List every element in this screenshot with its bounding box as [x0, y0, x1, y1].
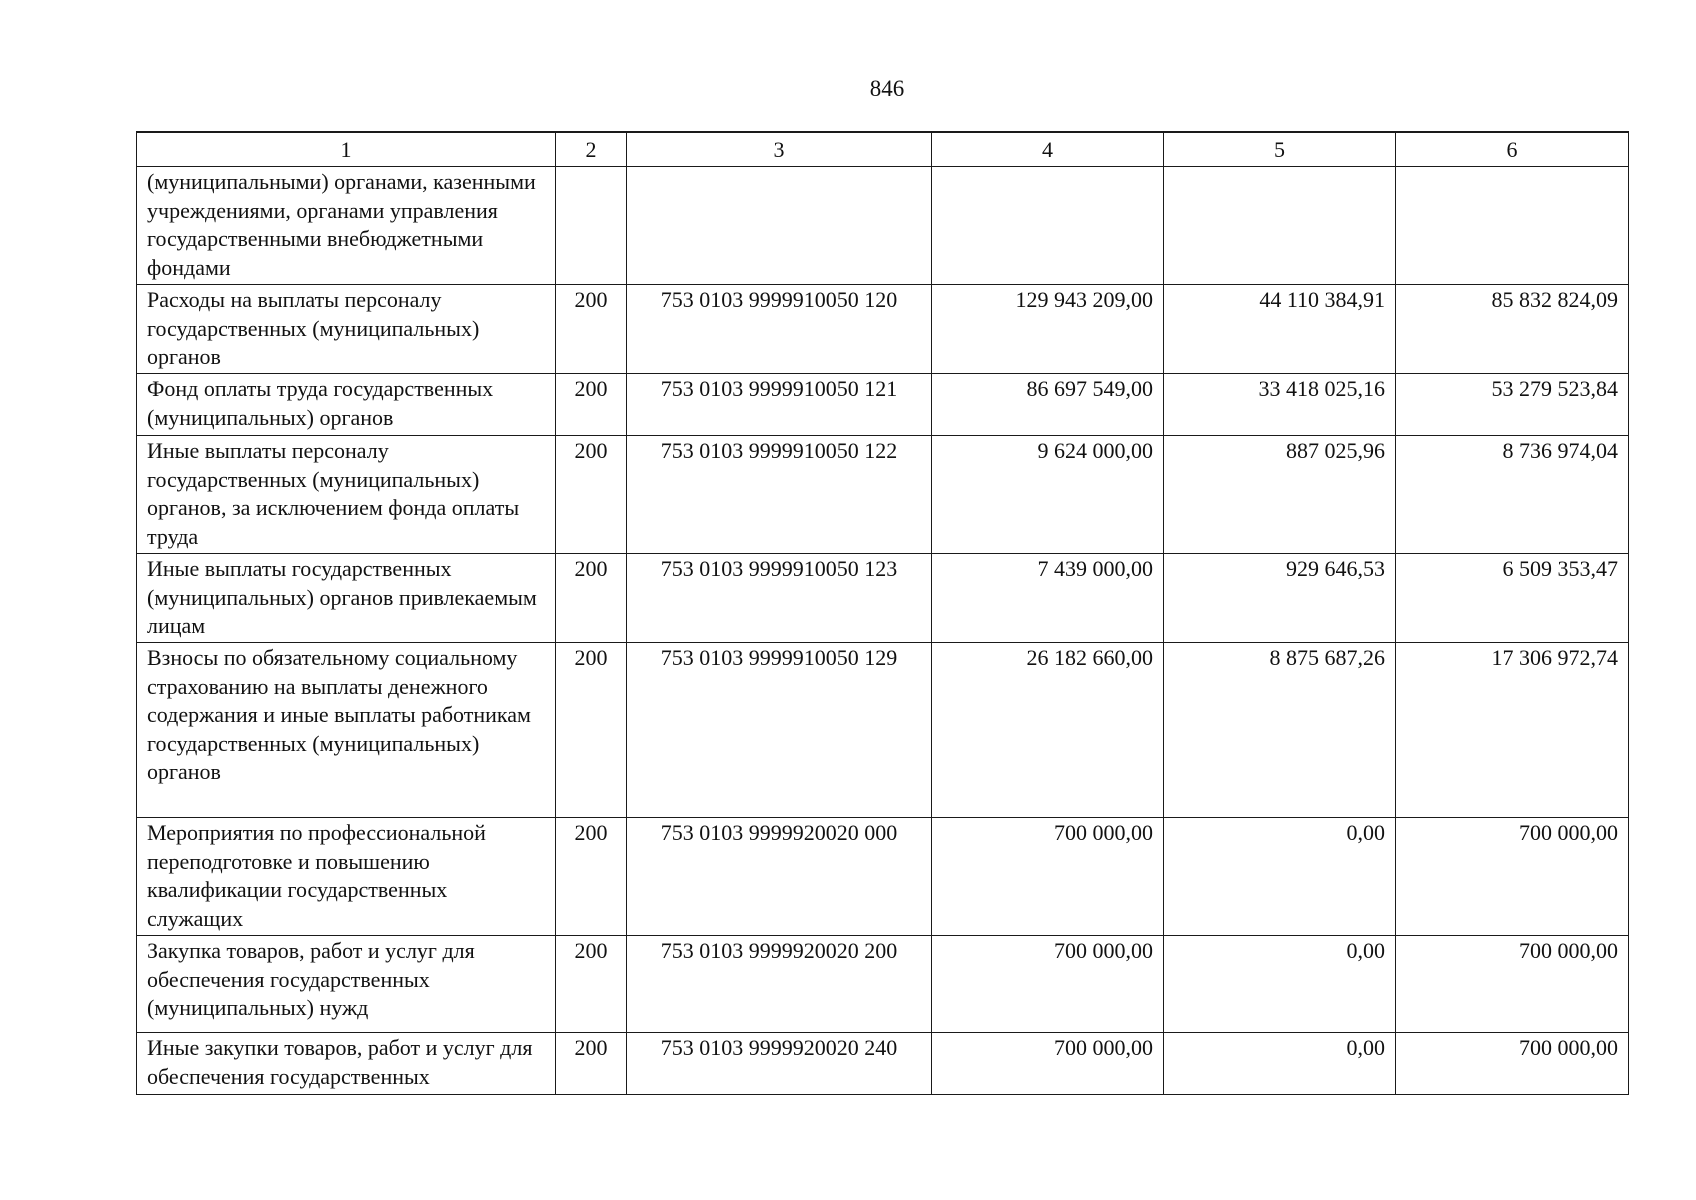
- row-kbk-cell: 753 0103 9999920020 000: [627, 818, 932, 936]
- table-row: [137, 554, 1629, 643]
- table-row: [137, 436, 1629, 554]
- row-kbk-cell: 753 0103 9999910050 120: [627, 285, 932, 374]
- row-code-cell: 200: [556, 936, 627, 1033]
- row-kbk-cell: 753 0103 9999910050 123: [627, 554, 932, 643]
- row-approved-cell: 9 624 000,00: [932, 436, 1164, 554]
- row-executed-cell: 0,00: [1164, 818, 1396, 936]
- column-number-header: 4: [932, 132, 1164, 167]
- row-unexecuted-cell: 700 000,00: [1396, 1033, 1629, 1095]
- row-name-cell: Иные выплаты персоналу государственных (муниципальных) органов, за исключением фонда оплаты труда: [137, 436, 556, 554]
- row-approved-cell: 129 943 209,00: [932, 285, 1164, 374]
- row-name-cell: Закупка товаров, работ и услуг для обеспечения государственных (муниципальных) нужд: [137, 936, 556, 1033]
- column-number-header: 2: [556, 132, 627, 167]
- row-kbk-cell: [627, 167, 932, 285]
- row-kbk-cell: 753 0103 9999910050 121: [627, 374, 932, 436]
- row-approved-cell: 700 000,00: [932, 936, 1164, 1033]
- table-row: [137, 936, 1629, 1033]
- row-approved-cell: [932, 167, 1164, 285]
- row-name-cell: Взносы по обязательному социальному страхованию на выплаты денежного содержания и иные выплаты работникам государственных (муниципальных) органов: [137, 643, 556, 818]
- row-name-cell: Фонд оплаты труда государственных (муниципальных) органов: [137, 374, 556, 436]
- row-executed-cell: 0,00: [1164, 1033, 1396, 1095]
- column-number-header: 1: [137, 132, 556, 167]
- column-number-header: 3: [627, 132, 932, 167]
- row-unexecuted-cell: 700 000,00: [1396, 936, 1629, 1033]
- row-code-cell: 200: [556, 436, 627, 554]
- row-approved-cell: 86 697 549,00: [932, 374, 1164, 436]
- column-number-header-row: [137, 132, 1629, 167]
- row-unexecuted-cell: [1396, 167, 1629, 285]
- row-unexecuted-cell: 6 509 353,47: [1396, 554, 1629, 643]
- row-code-cell: 200: [556, 374, 627, 436]
- row-code-cell: 200: [556, 818, 627, 936]
- row-unexecuted-cell: 53 279 523,84: [1396, 374, 1629, 436]
- row-kbk-cell: 753 0103 9999920020 200: [627, 936, 932, 1033]
- row-executed-cell: 44 110 384,91: [1164, 285, 1396, 374]
- row-executed-cell: 8 875 687,26: [1164, 643, 1396, 818]
- row-code-cell: 200: [556, 554, 627, 643]
- row-code-cell: [556, 167, 627, 285]
- row-kbk-cell: 753 0103 9999910050 129: [627, 643, 932, 818]
- row-executed-cell: 887 025,96: [1164, 436, 1396, 554]
- row-name-cell: Иные выплаты государственных (муниципальных) органов привлекаемым лицам: [137, 554, 556, 643]
- row-approved-cell: 7 439 000,00: [932, 554, 1164, 643]
- table-row: [137, 285, 1629, 374]
- row-approved-cell: 700 000,00: [932, 1033, 1164, 1095]
- row-code-cell: 200: [556, 643, 627, 818]
- row-name-cell: Расходы на выплаты персоналу государственных (муниципальных) органов: [137, 285, 556, 374]
- table-row: [137, 643, 1629, 818]
- row-kbk-cell: 753 0103 9999920020 240: [627, 1033, 932, 1095]
- row-name-cell: Иные закупки товаров, работ и услуг для обеспечения государственных: [137, 1033, 556, 1095]
- row-approved-cell: 26 182 660,00: [932, 643, 1164, 818]
- row-code-cell: 200: [556, 285, 627, 374]
- row-executed-cell: 0,00: [1164, 936, 1396, 1033]
- row-unexecuted-cell: 700 000,00: [1396, 818, 1629, 936]
- column-number-header: 5: [1164, 132, 1396, 167]
- table-row: [137, 167, 1629, 285]
- row-code-cell: 200: [556, 1033, 627, 1095]
- row-unexecuted-cell: 17 306 972,74: [1396, 643, 1629, 818]
- table-row: [137, 1033, 1629, 1095]
- budget-execution-table: [136, 131, 1629, 1095]
- row-executed-cell: 33 418 025,16: [1164, 374, 1396, 436]
- row-unexecuted-cell: 85 832 824,09: [1396, 285, 1629, 374]
- column-number-header: 6: [1396, 132, 1629, 167]
- table-row: [137, 818, 1629, 936]
- row-executed-cell: 929 646,53: [1164, 554, 1396, 643]
- row-name-cell: (муниципальными) органами, казенными учреждениями, органами управления государственными внебюджетными фондами: [137, 167, 556, 285]
- row-executed-cell: [1164, 167, 1396, 285]
- row-kbk-cell: 753 0103 9999910050 122: [627, 436, 932, 554]
- row-name-cell: Мероприятия по профессиональной переподготовке и повышению квалификации государственных служащих: [137, 818, 556, 936]
- page-number: 846: [869, 76, 905, 101]
- row-approved-cell: 700 000,00: [932, 818, 1164, 936]
- table-row: [137, 374, 1629, 436]
- row-unexecuted-cell: 8 736 974,04: [1396, 436, 1629, 554]
